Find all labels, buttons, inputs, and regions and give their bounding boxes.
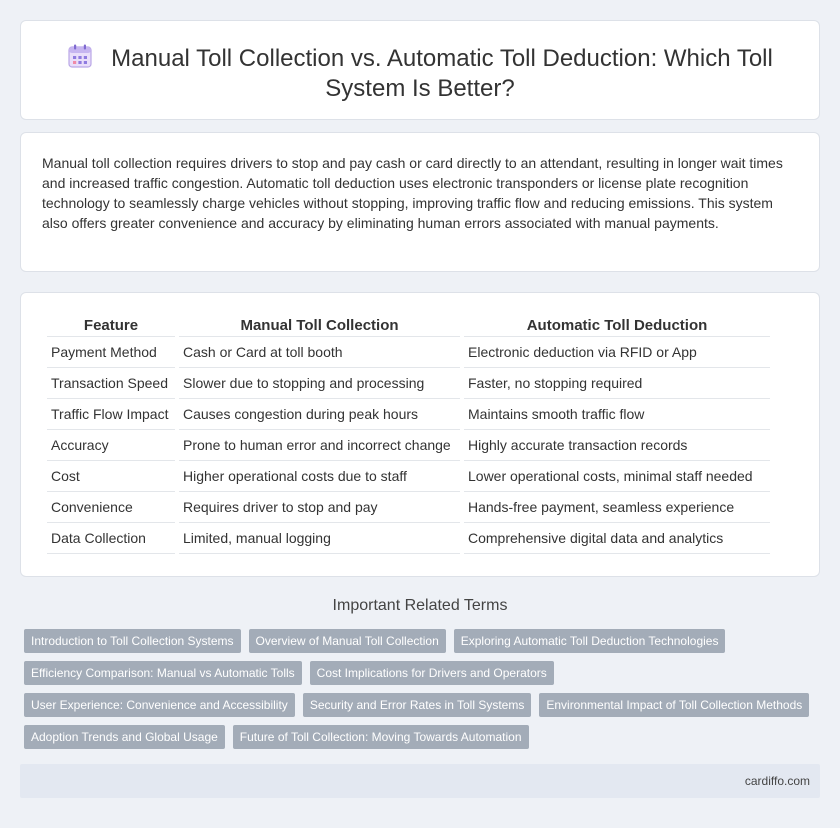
related-term-tag[interactable]: Cost Implications for Drivers and Operators <box>310 661 554 685</box>
table-row <box>47 461 770 492</box>
title-card <box>20 20 820 120</box>
comparison-table-card <box>20 292 820 577</box>
related-term-tag[interactable]: Future of Toll Collection: Moving Towards Automation <box>233 725 529 749</box>
table-row <box>47 492 770 523</box>
footer <box>20 764 820 798</box>
table-cell: Cost <box>47 461 175 492</box>
table-cell: Payment Method <box>47 337 175 368</box>
table-cell: Prone to human error and incorrect change <box>179 430 460 461</box>
table-row <box>47 430 770 461</box>
table-cell: Transaction Speed <box>47 368 175 399</box>
related-term-tag[interactable]: Exploring Automatic Toll Deduction Technologies <box>454 629 726 653</box>
related-term-tag[interactable]: Efficiency Comparison: Manual vs Automatic Tolls <box>24 661 302 685</box>
tag-row <box>24 661 824 685</box>
page-title-wrap <box>61 43 779 104</box>
page-title: Manual Toll Collection vs. Automatic Toll Deduction: Which Toll System Is Better? <box>111 45 773 102</box>
related-term-tag[interactable]: User Experience: Convenience and Accessibility <box>24 693 295 717</box>
column-header: Feature <box>47 315 175 337</box>
table-cell: Accuracy <box>47 430 175 461</box>
table-cell: Higher operational costs due to staff <box>179 461 460 492</box>
column-header: Automatic Toll Deduction <box>464 315 770 337</box>
summary-text: Manual toll collection requires drivers to stop and pay cash or card directly to an attendant, resulting in longer wait times and increased traffic congestion. Automatic toll deduction uses electronic transponders or license plate recognition technology to seamlessly charge vehicles without stopping, improving traffic flow and reducing emissions. This system also offers greater convenience and accuracy by eliminating human errors associated with manual payments. <box>42 155 783 231</box>
table-cell: Faster, no stopping required <box>464 368 770 399</box>
table-cell: Data Collection <box>47 523 175 554</box>
related-term-tag[interactable]: Adoption Trends and Global Usage <box>24 725 225 749</box>
table-cell: Convenience <box>47 492 175 523</box>
related-term-tag[interactable]: Environmental Impact of Toll Collection Methods <box>539 693 809 717</box>
table-cell: Cash or Card at toll booth <box>179 337 460 368</box>
table-row <box>47 337 770 368</box>
summary-card <box>20 132 820 272</box>
comparison-table <box>43 315 774 554</box>
tag-row <box>24 693 824 717</box>
table-cell: Comprehensive digital data and analytics <box>464 523 770 554</box>
related-term-tag[interactable]: Introduction to Toll Collection Systems <box>24 629 241 653</box>
tag-row <box>24 629 824 653</box>
table-cell: Lower operational costs, minimal staff needed <box>464 461 770 492</box>
table-row <box>47 523 770 554</box>
related-terms-list <box>24 629 824 757</box>
table-cell: Causes congestion during peak hours <box>179 399 460 430</box>
table-header-row <box>47 315 770 337</box>
table-cell: Traffic Flow Impact <box>47 399 175 430</box>
calendar-icon <box>67 43 93 69</box>
table-cell: Maintains smooth traffic flow <box>464 399 770 430</box>
related-term-tag[interactable]: Overview of Manual Toll Collection <box>249 629 446 653</box>
table-cell: Hands-free payment, seamless experience <box>464 492 770 523</box>
column-header: Manual Toll Collection <box>179 315 460 337</box>
table-row <box>47 399 770 430</box>
table-cell: Limited, manual logging <box>179 523 460 554</box>
table-cell: Slower due to stopping and processing <box>179 368 460 399</box>
related-terms-title: Important Related Terms <box>332 597 508 614</box>
footer-site-link[interactable]: cardiffo.com <box>744 774 810 788</box>
related-term-tag[interactable]: Security and Error Rates in Toll Systems <box>303 693 532 717</box>
table-cell: Highly accurate transaction records <box>464 430 770 461</box>
table-cell: Requires driver to stop and pay <box>179 492 460 523</box>
table-cell: Electronic deduction via RFID or App <box>464 337 770 368</box>
table-row <box>47 368 770 399</box>
tag-row <box>24 725 824 749</box>
